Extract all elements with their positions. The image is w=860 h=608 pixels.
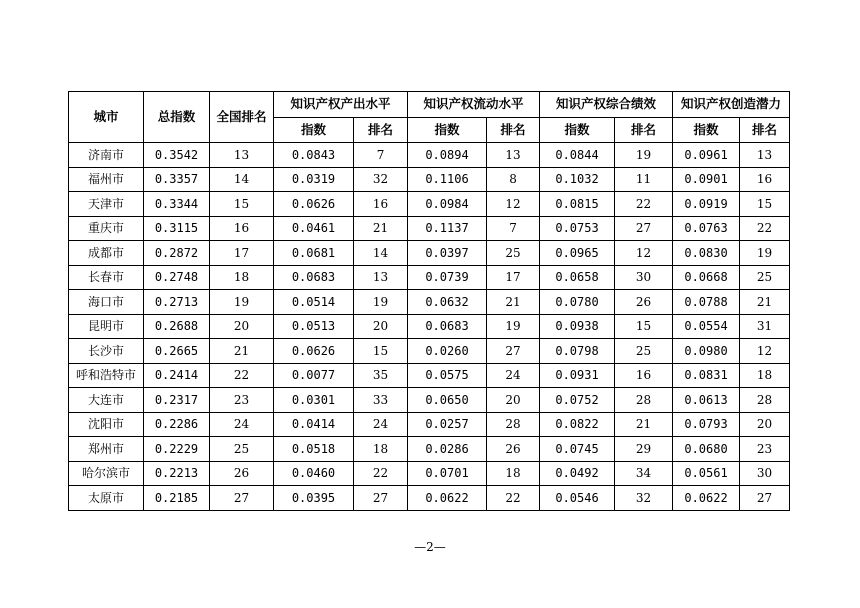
city-cell: 太原市 <box>69 486 144 511</box>
performance-rank-cell: 34 <box>615 461 673 486</box>
flow-rank-cell: 20 <box>487 388 540 413</box>
header-sub-rank: 排名 <box>615 118 673 143</box>
output-index-cell: 0.0460 <box>274 461 354 486</box>
performance-rank-cell: 15 <box>615 314 673 339</box>
flow-index-cell: 0.0739 <box>408 265 487 290</box>
total-index-cell: 0.2688 <box>144 314 210 339</box>
table-row <box>69 216 790 241</box>
potential-index-cell: 0.0668 <box>673 265 740 290</box>
city-cell: 海口市 <box>69 290 144 315</box>
performance-rank-cell: 28 <box>615 388 673 413</box>
total-index-cell: 0.3344 <box>144 192 210 217</box>
total-index-cell: 0.2185 <box>144 486 210 511</box>
flow-index-cell: 0.0286 <box>408 437 487 462</box>
performance-index-cell: 0.0938 <box>540 314 615 339</box>
output-rank-cell: 27 <box>354 486 408 511</box>
flow-rank-cell: 25 <box>487 241 540 266</box>
city-index-table <box>68 91 790 511</box>
performance-rank-cell: 25 <box>615 339 673 364</box>
performance-index-cell: 0.0753 <box>540 216 615 241</box>
header-sub-index: 指数 <box>274 118 354 143</box>
flow-index-cell: 0.1106 <box>408 167 487 192</box>
table-row <box>69 486 790 511</box>
performance-rank-cell: 22 <box>615 192 673 217</box>
header-sub-rank: 排名 <box>354 118 408 143</box>
header-row-top <box>69 92 790 118</box>
potential-index-cell: 0.0919 <box>673 192 740 217</box>
national-rank-cell: 13 <box>210 143 274 168</box>
city-cell: 沈阳市 <box>69 412 144 437</box>
flow-rank-cell: 18 <box>487 461 540 486</box>
flow-index-cell: 0.0650 <box>408 388 487 413</box>
output-rank-cell: 19 <box>354 290 408 315</box>
potential-rank-cell: 20 <box>740 412 790 437</box>
table-row <box>69 437 790 462</box>
output-index-cell: 0.0681 <box>274 241 354 266</box>
flow-rank-cell: 22 <box>487 486 540 511</box>
table-body <box>69 143 790 511</box>
national-rank-cell: 26 <box>210 461 274 486</box>
performance-rank-cell: 11 <box>615 167 673 192</box>
potential-rank-cell: 30 <box>740 461 790 486</box>
header-group-flow: 知识产权流动水平 <box>408 92 540 118</box>
output-rank-cell: 21 <box>354 216 408 241</box>
flow-index-cell: 0.0701 <box>408 461 487 486</box>
output-rank-cell: 14 <box>354 241 408 266</box>
total-index-cell: 0.3115 <box>144 216 210 241</box>
flow-index-cell: 0.0894 <box>408 143 487 168</box>
national-rank-cell: 27 <box>210 486 274 511</box>
table-row <box>69 412 790 437</box>
city-cell: 天津市 <box>69 192 144 217</box>
performance-index-cell: 0.0752 <box>540 388 615 413</box>
total-index-cell: 0.2286 <box>144 412 210 437</box>
flow-rank-cell: 19 <box>487 314 540 339</box>
header-sub-index: 指数 <box>673 118 740 143</box>
output-index-cell: 0.0683 <box>274 265 354 290</box>
flow-index-cell: 0.1137 <box>408 216 487 241</box>
header-sub-index: 指数 <box>408 118 487 143</box>
potential-index-cell: 0.0980 <box>673 339 740 364</box>
potential-index-cell: 0.0901 <box>673 167 740 192</box>
table-row <box>69 192 790 217</box>
flow-rank-cell: 7 <box>487 216 540 241</box>
output-index-cell: 0.0461 <box>274 216 354 241</box>
table-row <box>69 241 790 266</box>
total-index-cell: 0.3542 <box>144 143 210 168</box>
flow-index-cell: 0.0683 <box>408 314 487 339</box>
output-index-cell: 0.0513 <box>274 314 354 339</box>
performance-rank-cell: 32 <box>615 486 673 511</box>
performance-index-cell: 0.0822 <box>540 412 615 437</box>
potential-index-cell: 0.0763 <box>673 216 740 241</box>
flow-rank-cell: 21 <box>487 290 540 315</box>
output-index-cell: 0.0626 <box>274 192 354 217</box>
flow-rank-cell: 27 <box>487 339 540 364</box>
national-rank-cell: 25 <box>210 437 274 462</box>
potential-rank-cell: 22 <box>740 216 790 241</box>
national-rank-cell: 20 <box>210 314 274 339</box>
national-rank-cell: 24 <box>210 412 274 437</box>
table-row <box>69 143 790 168</box>
flow-rank-cell: 17 <box>487 265 540 290</box>
flow-rank-cell: 26 <box>487 437 540 462</box>
output-index-cell: 0.0395 <box>274 486 354 511</box>
city-cell: 哈尔滨市 <box>69 461 144 486</box>
national-rank-cell: 21 <box>210 339 274 364</box>
performance-index-cell: 0.0546 <box>540 486 615 511</box>
output-index-cell: 0.0514 <box>274 290 354 315</box>
flow-rank-cell: 28 <box>487 412 540 437</box>
output-index-cell: 0.0518 <box>274 437 354 462</box>
performance-rank-cell: 26 <box>615 290 673 315</box>
total-index-cell: 0.2665 <box>144 339 210 364</box>
national-rank-cell: 15 <box>210 192 274 217</box>
output-index-cell: 0.0301 <box>274 388 354 413</box>
potential-index-cell: 0.0680 <box>673 437 740 462</box>
potential-index-cell: 0.0554 <box>673 314 740 339</box>
flow-rank-cell: 24 <box>487 363 540 388</box>
performance-index-cell: 0.0780 <box>540 290 615 315</box>
performance-index-cell: 0.0931 <box>540 363 615 388</box>
national-rank-cell: 19 <box>210 290 274 315</box>
city-cell: 长沙市 <box>69 339 144 364</box>
potential-index-cell: 0.0561 <box>673 461 740 486</box>
flow-rank-cell: 12 <box>487 192 540 217</box>
total-index-cell: 0.2713 <box>144 290 210 315</box>
city-cell: 长春市 <box>69 265 144 290</box>
potential-rank-cell: 18 <box>740 363 790 388</box>
header-city: 城市 <box>69 92 144 143</box>
city-cell: 济南市 <box>69 143 144 168</box>
output-rank-cell: 18 <box>354 437 408 462</box>
total-index-cell: 0.2317 <box>144 388 210 413</box>
performance-index-cell: 0.0658 <box>540 265 615 290</box>
city-cell: 郑州市 <box>69 437 144 462</box>
flow-index-cell: 0.0622 <box>408 486 487 511</box>
national-rank-cell: 16 <box>210 216 274 241</box>
total-index-cell: 0.3357 <box>144 167 210 192</box>
potential-rank-cell: 25 <box>740 265 790 290</box>
potential-rank-cell: 31 <box>740 314 790 339</box>
potential-rank-cell: 13 <box>740 143 790 168</box>
flow-index-cell: 0.0397 <box>408 241 487 266</box>
potential-rank-cell: 16 <box>740 167 790 192</box>
performance-rank-cell: 30 <box>615 265 673 290</box>
national-rank-cell: 18 <box>210 265 274 290</box>
output-index-cell: 0.0626 <box>274 339 354 364</box>
flow-index-cell: 0.0632 <box>408 290 487 315</box>
national-rank-cell: 22 <box>210 363 274 388</box>
table-row <box>69 314 790 339</box>
output-rank-cell: 13 <box>354 265 408 290</box>
table-row <box>69 339 790 364</box>
performance-rank-cell: 21 <box>615 412 673 437</box>
header-group-performance: 知识产权综合绩效 <box>540 92 673 118</box>
header-total-index: 总指数 <box>144 92 210 143</box>
performance-rank-cell: 29 <box>615 437 673 462</box>
total-index-cell: 0.2414 <box>144 363 210 388</box>
performance-index-cell: 0.0492 <box>540 461 615 486</box>
city-cell: 重庆市 <box>69 216 144 241</box>
national-rank-cell: 17 <box>210 241 274 266</box>
national-rank-cell: 23 <box>210 388 274 413</box>
potential-index-cell: 0.0793 <box>673 412 740 437</box>
table-row <box>69 265 790 290</box>
potential-rank-cell: 21 <box>740 290 790 315</box>
header-sub-rank: 排名 <box>740 118 790 143</box>
performance-index-cell: 0.0965 <box>540 241 615 266</box>
performance-rank-cell: 16 <box>615 363 673 388</box>
national-rank-cell: 14 <box>210 167 274 192</box>
total-index-cell: 0.2229 <box>144 437 210 462</box>
performance-index-cell: 0.0815 <box>540 192 615 217</box>
table-row <box>69 290 790 315</box>
output-rank-cell: 16 <box>354 192 408 217</box>
potential-index-cell: 0.0830 <box>673 241 740 266</box>
output-rank-cell: 35 <box>354 363 408 388</box>
table-row <box>69 167 790 192</box>
flow-index-cell: 0.0257 <box>408 412 487 437</box>
output-rank-cell: 20 <box>354 314 408 339</box>
table-row <box>69 461 790 486</box>
header-group-output: 知识产权产出水平 <box>274 92 408 118</box>
output-rank-cell: 24 <box>354 412 408 437</box>
output-rank-cell: 7 <box>354 143 408 168</box>
header-sub-index: 指数 <box>540 118 615 143</box>
performance-index-cell: 0.0844 <box>540 143 615 168</box>
flow-index-cell: 0.0984 <box>408 192 487 217</box>
output-index-cell: 0.0077 <box>274 363 354 388</box>
output-rank-cell: 15 <box>354 339 408 364</box>
potential-rank-cell: 12 <box>740 339 790 364</box>
total-index-cell: 0.2748 <box>144 265 210 290</box>
output-rank-cell: 22 <box>354 461 408 486</box>
header-group-potential: 知识产权创造潜力 <box>673 92 790 118</box>
output-index-cell: 0.0319 <box>274 167 354 192</box>
potential-index-cell: 0.0622 <box>673 486 740 511</box>
header-sub-rank: 排名 <box>487 118 540 143</box>
potential-rank-cell: 15 <box>740 192 790 217</box>
potential-rank-cell: 23 <box>740 437 790 462</box>
total-index-cell: 0.2213 <box>144 461 210 486</box>
performance-index-cell: 0.0798 <box>540 339 615 364</box>
city-cell: 昆明市 <box>69 314 144 339</box>
table-row <box>69 388 790 413</box>
flow-rank-cell: 8 <box>487 167 540 192</box>
performance-rank-cell: 12 <box>615 241 673 266</box>
table-row <box>69 363 790 388</box>
flow-rank-cell: 13 <box>487 143 540 168</box>
city-cell: 成都市 <box>69 241 144 266</box>
flow-index-cell: 0.0260 <box>408 339 487 364</box>
potential-index-cell: 0.0613 <box>673 388 740 413</box>
header-national-rank: 全国排名 <box>210 92 274 143</box>
output-rank-cell: 33 <box>354 388 408 413</box>
performance-rank-cell: 19 <box>615 143 673 168</box>
city-cell: 呼和浩特市 <box>69 363 144 388</box>
output-index-cell: 0.0843 <box>274 143 354 168</box>
potential-rank-cell: 27 <box>740 486 790 511</box>
flow-index-cell: 0.0575 <box>408 363 487 388</box>
city-cell: 福州市 <box>69 167 144 192</box>
potential-rank-cell: 19 <box>740 241 790 266</box>
performance-rank-cell: 27 <box>615 216 673 241</box>
potential-index-cell: 0.0831 <box>673 363 740 388</box>
city-cell: 大连市 <box>69 388 144 413</box>
performance-index-cell: 0.1032 <box>540 167 615 192</box>
total-index-cell: 0.2872 <box>144 241 210 266</box>
output-index-cell: 0.0414 <box>274 412 354 437</box>
potential-rank-cell: 28 <box>740 388 790 413</box>
potential-index-cell: 0.0961 <box>673 143 740 168</box>
performance-index-cell: 0.0745 <box>540 437 615 462</box>
potential-index-cell: 0.0788 <box>673 290 740 315</box>
output-rank-cell: 32 <box>354 167 408 192</box>
page-number: —2— <box>414 540 446 554</box>
